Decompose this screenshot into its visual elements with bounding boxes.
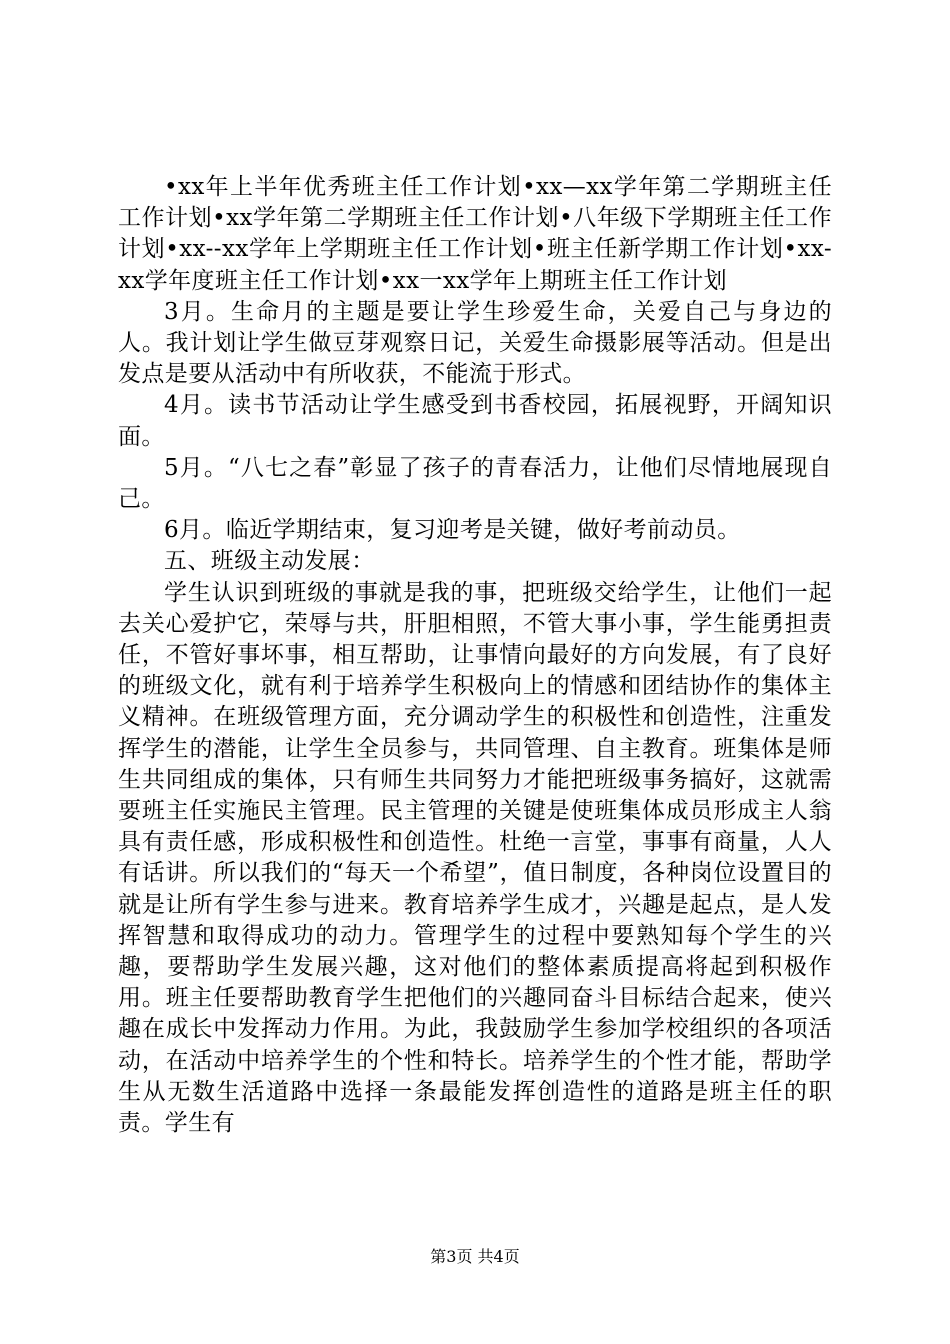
paragraph-class-development: 学生认识到班级的事就是我的事，把班级交给学生，让他们一起去关心爱护它，荣辱与共，肝胆相照，不管大事小事，学生能勇担责任，不管好事坏事，相互帮助，让事情向最好的方向发展，有了良好的班级文化，就有利于培养学生积极向上的情感和团结协作的集体主义精神。在班级管理方面，充分调动学生的积极性和创造性，注重发挥学生的潜能，让学生全员参与，共同管理、自主教育。班集体是师生共同组成的集体，只有师生共同努力才能把班级事务搞好，这就需要班主任实施民主管理。民主管理的关键是使班集体成员形成主人翁具有责任感，形成积极性和创造性。杜绝一言堂，事事有商量，人人有话讲。所以我们的“每天一个希望”，值日制度，各种岗位设置目的就是让所有学生参与进来。教育培养学生成才，兴趣是起点，是人发挥智慧和取得成功的动力。管理学生的过程中要熟知每个学生的兴趣，要帮助学生发展兴趣，这对他们的整体素质提高将起到积极作用。班主任要帮助教育学生把他们的兴趣同奋斗目标结合起来，使兴趣在成长中发挥动力作用。为此，我鼓励学生参加学校组织的各项活动，在活动中培养学生的个性和特长。培养学生的个性才能，帮助学生从无数生活道路中选择一条最能发挥创造性的道路是班主任的职责。学生有	[118, 579, 832, 1137]
page-footer: 第3页 共4页	[430, 1247, 520, 1266]
paragraph-april: 4月。读书节活动让学生感受到书香校园，拓展视野，开阔知识面。	[118, 392, 832, 450]
document-body	[118, 172, 832, 1139]
paragraph-may: 5月。“八七之春”彰显了孩子的青春活力，让他们尽情地展现自己。	[118, 454, 832, 513]
paragraph-june: 6月。临近学期结束，复习迎考是关键，做好考前动员。	[164, 517, 741, 544]
paragraph-march: 3月。生命月的主题是要让学生珍爱生命，关爱自己与身边的人。我计划让学生做豆芽观察日记，关爱生命摄影展等活动。但是出发点是要从活动中有所收获，不能流于形式。	[118, 298, 832, 388]
section-heading-class-development: 五、班级主动发展：	[164, 548, 375, 575]
paragraph-related-plans: •xx年上半年优秀班主任工作计划•xx—xx学年第二学期班主任工作计划•xx学年第二学期班主任工作计划•八年级下学期班主任工作计划•xx--xx学年上学期班主任工作计划•班主任新学期工作计划•xx-xx学年度班主任工作计划•xx一xx学年上期班主任工作计划	[118, 174, 832, 294]
